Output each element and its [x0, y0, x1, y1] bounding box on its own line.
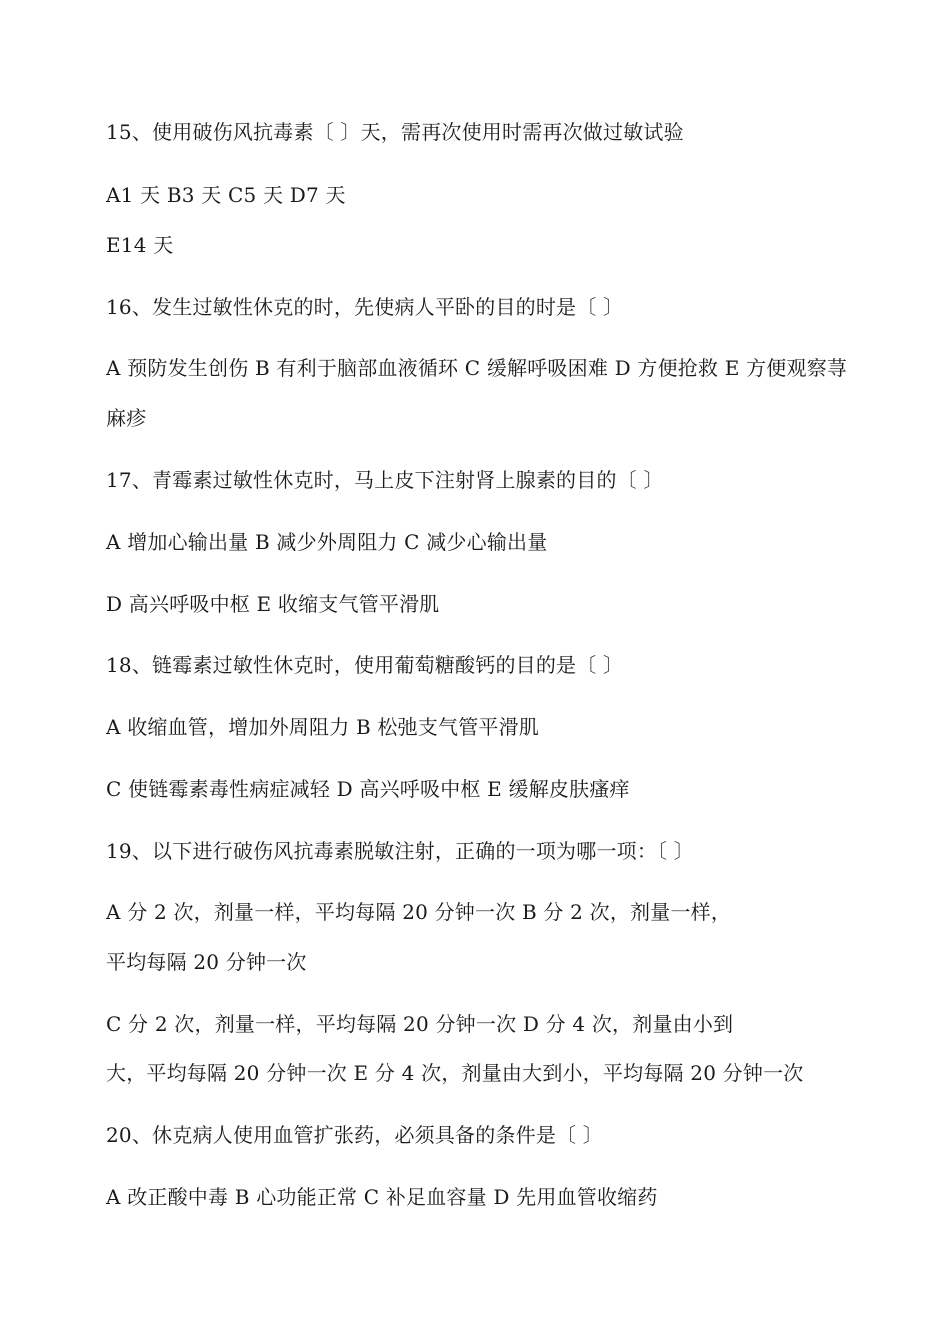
question-18-stem: 18、链霉素过敏性休克时，使用葡萄糖酸钙的目的是〔 〕: [106, 653, 624, 677]
question-19-stem: 19、以下进行破伤风抗毒素脱敏注射，正确的一项为哪一项：〔 〕: [106, 839, 695, 863]
question-16-options-line-1: A 预防发生创伤 B 有利于脑部血液循环 C 缓解呼吸困难 D 方便抢救 E 方便观察荨: [106, 356, 848, 380]
question-18-options-line-1: A 收缩血管，增加外周阻力 B 松弛支气管平滑肌: [106, 715, 540, 739]
question-16-stem: 16、发生过敏性休克的时，先使病人平卧的目的时是〔 〕: [106, 295, 624, 319]
question-15-stem: 15、使用破伤风抗毒素〔 〕天，需再次使用时需再次做过敏试验: [106, 120, 684, 144]
question-19-options-line-3: C 分 2 次，剂量一样，平均每隔 20 分钟一次 D 分 4 次，剂量由小到: [106, 1012, 734, 1036]
question-15-options-line-1: A1 天 B3 天 C5 天 D7 天: [106, 183, 346, 207]
question-16-options-line-2: 麻疹: [106, 406, 147, 430]
question-19-options-line-1: A 分 2 次，剂量一样，平均每隔 20 分钟一次 B 分 2 次，剂量一样，: [106, 900, 732, 924]
question-17-stem: 17、青霉素过敏性休克时，马上皮下注射肾上腺素的目的〔 〕: [106, 468, 664, 492]
question-20-options-line-1: A 改正酸中毒 B 心功能正常 C 补足血容量 D 先用血管收缩药: [106, 1185, 658, 1209]
question-19-options-line-4: 大，平均每隔 20 分钟一次 E 分 4 次，剂量由大到小，平均每隔 20 分钟一次: [106, 1061, 804, 1085]
question-15-options-line-2: E14 天: [106, 233, 174, 257]
question-20-stem: 20、休克病人使用血管扩张药，必须具备的条件是〔 〕: [106, 1123, 604, 1147]
question-19-options-line-2: 平均每隔 20 分钟一次: [106, 950, 307, 974]
question-18-options-line-2: C 使链霉素毒性病症减轻 D 高兴呼吸中枢 E 缓解皮肤瘙痒: [106, 777, 630, 801]
question-17-options-line-1: A 增加心输出量 B 减少外周阻力 C 减少心输出量: [106, 530, 548, 554]
question-17-options-line-2: D 高兴呼吸中枢 E 收缩支气管平滑肌: [106, 592, 440, 616]
